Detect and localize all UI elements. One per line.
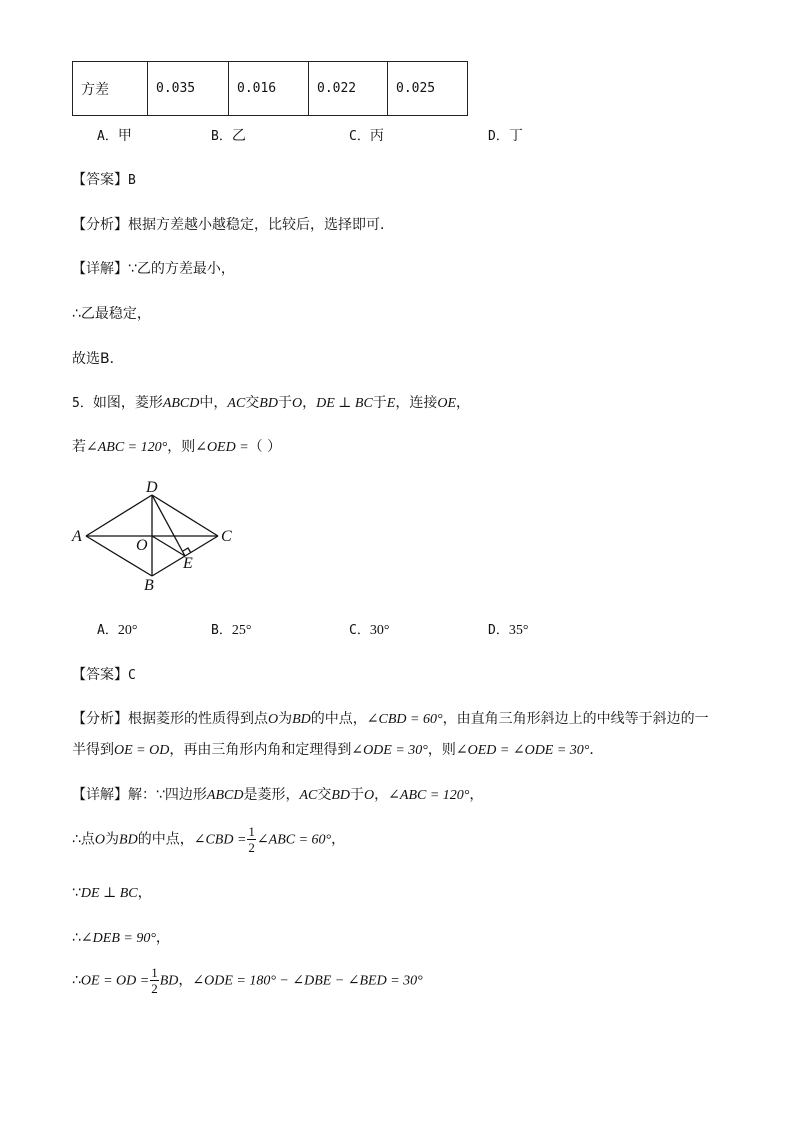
q5-answer: 【答案】C [72,667,136,683]
q5-detail-line2: ∴点O为BD的中点，∠CBD = $\frac{1}{2}$ ∠ABC = 60°， [72,824,346,855]
variance-table [72,61,468,116]
label-e: E [183,555,193,572]
q5-detail-line1: 【详解】解：∵四边形ABCD是菱形，AC交BD于O，∠ABC = 120°， [72,787,484,803]
q5-stem-line2: 若∠ABC = 120°，则∠OED =（ ） [72,439,282,455]
q5-analysis-line1: 【分析】根据菱形的性质得到点O为BD的中点，∠CBD = 60°，由直角三角形斜边上的中线等于斜边的一 [72,711,709,727]
label-b: B [144,577,154,594]
q5-option-c: C．30° [349,623,390,638]
segment-de [152,495,185,556]
q4-option-d: D．丁 [488,128,523,144]
q4-detail: 【详解】∵乙的方差最小， [72,261,235,277]
fraction-half: $\frac{1}{2}$ [151,965,158,996]
edge-ad [86,495,152,536]
q4-option-a: A．甲 [97,128,132,144]
table-cell: 0.035 [148,62,229,116]
table-label-cell [73,62,148,116]
q4-option-c: C．丙 [349,128,384,144]
q5-detail-line3: ∵DE ⊥ BC， [72,885,152,901]
q4-answer: 【答案】B [72,172,136,188]
label-c: C [221,528,232,545]
right-angle-mark [183,548,191,553]
q4-analysis: 【分析】根据方差越小越稳定，比较后，选择即可． [72,217,394,233]
table-cell: 0.016 [229,62,309,116]
label-o: O [136,537,148,554]
table-cell: 0.022 [309,62,388,116]
rhombus-figure [66,476,246,596]
q4-detail-line2: ∴乙最稳定， [72,306,151,322]
q5-analysis-line2: 半得到OE = OD，再由三角形内角和定理得到∠ODE = 30°，则∠OED = ∠ODE = 30°． [72,742,604,758]
fraction-half: $\frac{1}{2}$ [248,824,255,855]
q5-option-b: B．25° [211,623,252,638]
q5-detail-line5: ∴OE = OD = $\frac{1}{2}$ BD，∠ODE = 180° − ∠DBE − ∠BED = 30° [72,965,423,996]
label-a: A [72,528,82,545]
edge-dc [152,495,218,536]
q5-option-d: D．35° [488,623,529,638]
q4-option-b: B．乙 [211,128,246,144]
table-row [73,62,468,116]
q5-detail-line4: ∴∠DEB = 90°， [72,930,170,946]
table-cell: 0.025 [388,62,468,116]
table-label: 方差 [81,81,109,98]
q4-detail-line3: 故选B． [72,351,124,367]
q5-stem-line1: 5．如图，菱形ABCD中，AC交BD于O，DE ⊥ BC于E，连接OE， [72,395,471,411]
label-d: D [146,479,158,496]
q5-option-a: A．20° [97,623,138,638]
